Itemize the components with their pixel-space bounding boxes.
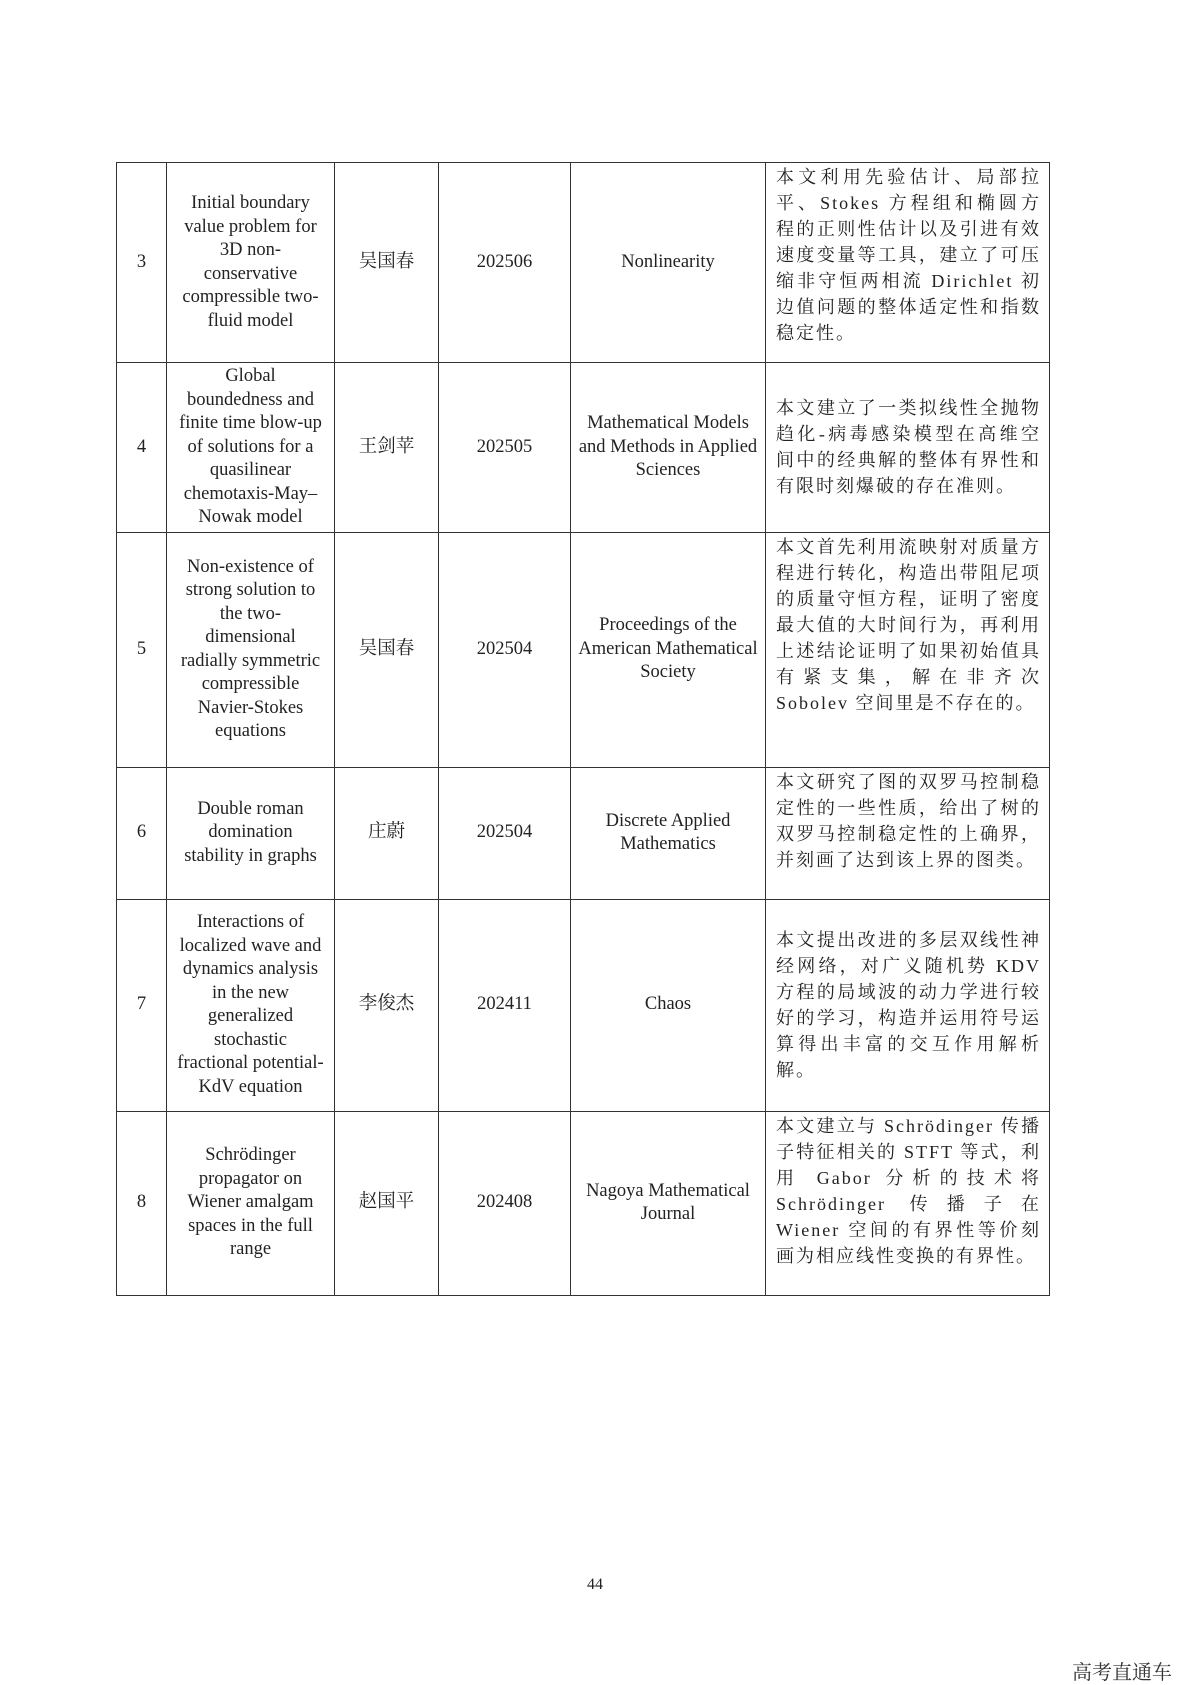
table-row [117,363,1050,533]
journal: Chaos [571,899,766,1111]
row-number: 3 [117,163,167,363]
row-number: 6 [117,767,167,899]
journal: Proceedings of the American Mathematical Society [571,532,766,767]
publish-date: 202506 [439,163,571,363]
row-number: 7 [117,899,167,1111]
abstract: 本文研究了图的双罗马控制稳定性的一些性质，给出了树的双罗马控制稳定性的上确界，并刻画了达到该上界的图类。 [766,767,1050,899]
table-row [117,1111,1050,1295]
author: 吴国春 [335,163,439,363]
journal: Mathematical Models and Methods in Applied Sciences [571,363,766,533]
publish-date: 202505 [439,363,571,533]
journal: Nonlinearity [571,163,766,363]
watermark: 高考直通车 [1072,1660,1172,1684]
publish-date: 202504 [439,532,571,767]
paper-title: Schrödinger propagator on Wiener amalgam spaces in the full range [167,1111,335,1295]
abstract: 本文首先利用流映射对质量方程进行转化，构造出带阻尼项的质量守恒方程，证明了密度最大值的大时间行为，再利用上述结论证明了如果初始值具有紧支集，解在非齐次 Sobolev 空间里是不存在的。 [766,532,1050,767]
journal: Nagoya Mathematical Journal [571,1111,766,1295]
row-number: 5 [117,532,167,767]
abstract: 本文建立了一类拟线性全抛物趋化-病毒感染模型在高维空间中的经典解的整体有界性和有限时刻爆破的存在准则。 [766,363,1050,533]
publication-table [116,162,1050,1296]
paper-title: Initial boundary value problem for 3D non-conservative compressible two-fluid model [167,163,335,363]
table-row [117,899,1050,1111]
publish-date: 202504 [439,767,571,899]
row-number: 4 [117,363,167,533]
paper-title: Interactions of localized wave and dynamics analysis in the new generalized stochastic fractional potential-KdV equation [167,899,335,1111]
journal: Discrete Applied Mathematics [571,767,766,899]
paper-title: Double roman domination stability in graphs [167,767,335,899]
author: 王剑苹 [335,363,439,533]
abstract: 本文利用先验估计、局部拉平、Stokes 方程组和椭圆方程的正则性估计以及引进有效速度变量等工具，建立了可压缩非守恒两相流 Dirichlet 初边值问题的整体适定性和指数稳定性。 [766,163,1050,363]
table-row [117,767,1050,899]
author: 庄蔚 [335,767,439,899]
author: 赵国平 [335,1111,439,1295]
author: 吴国春 [335,532,439,767]
publish-date: 202411 [439,899,571,1111]
abstract: 本文提出改进的多层双线性神经网络，对广义随机势 KDV 方程的局域波的动力学进行较好的学习，构造并运用符号运算得出丰富的交互作用解析解。 [766,899,1050,1111]
paper-title: Global boundedness and finite time blow-up of solutions for a quasilinear chemotaxis-May–Nowak model [167,363,335,533]
author: 李俊杰 [335,899,439,1111]
abstract: 本文建立与 Schrödinger 传播子特征相关的 STFT 等式，利用 Gabor 分析的技术将 Schrödinger 传播子在 Wiener 空间的有界性等价刻画为相应线性变换的有界性。 [766,1111,1050,1295]
page-number: 44 [587,1576,603,1593]
table-row [117,532,1050,767]
row-number: 8 [117,1111,167,1295]
paper-title: Non-existence of strong solution to the two-dimensional radially symmetric compressible Navier-Stokes equations [167,532,335,767]
publish-date: 202408 [439,1111,571,1295]
table-row [117,163,1050,363]
